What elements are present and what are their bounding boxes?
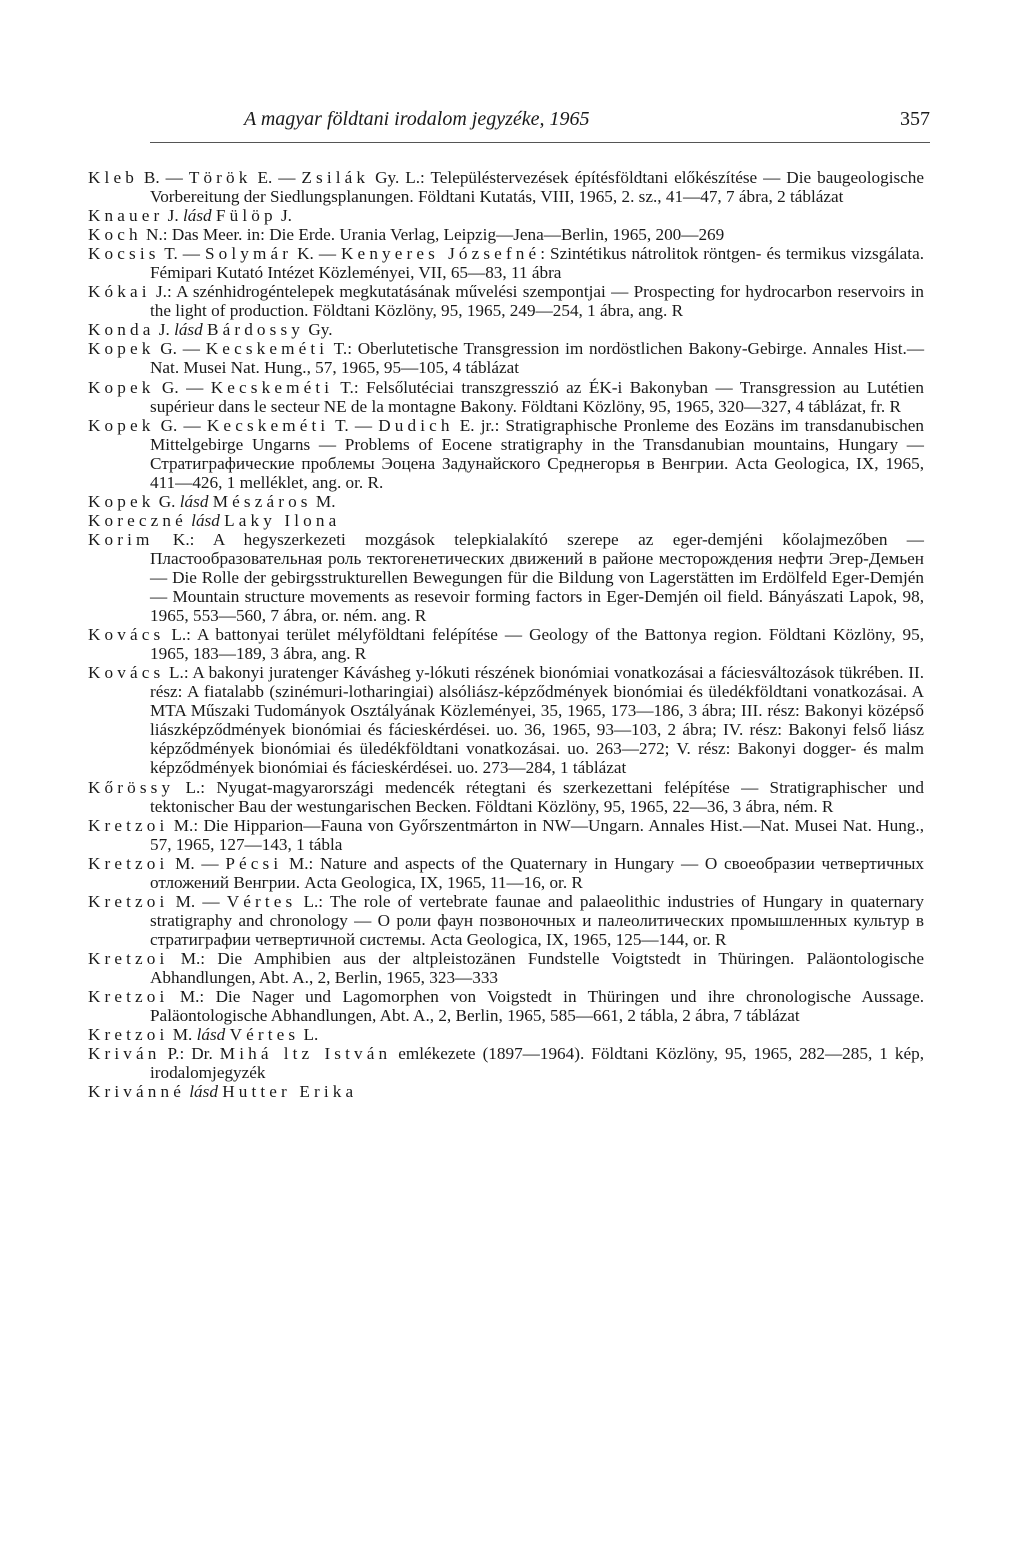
bibliography-entry [88,492,924,511]
author-name: Kőrössy [88,777,175,797]
entry-text: G. — [154,339,206,359]
entry-text: G. — [154,377,211,397]
entry-text: E. — [251,168,302,187]
cross-reference-word: lásd [182,206,212,226]
entry-text: T. — [159,244,205,264]
author-name: Fülöp [215,206,277,226]
entry-text: L. [299,1025,319,1045]
author-name: Kovács [88,625,165,645]
entry-text: K.: A hegyszerkezeti mozgások telepkialakító szerepe az eger-demjéni kőolajmezőben — Пластообразовательная роль тектогенетических движений в районе месторождения нефти Эгер-Демьен — Die Rolle der gebirgsstrukturellen Bewegungen für die Bildung von Lagerstätten im Erdölfeld Eger-Demjén — Mountain structure movements as resevoir forming factors in Eger-Demjén oil field. Bányászati Lapok, 98, 1965, 553—560, 7 ábra, or. ném. ang. R [150,529,924,626]
header-rule [150,142,930,143]
author-name: Koreczné [88,510,187,530]
author-name: Bárdossy [207,320,305,340]
author-name: Kókai [88,282,151,302]
author-name: Kecskeméti [206,415,330,435]
entry-text: J. [276,206,292,226]
bibliography-entry [88,949,924,987]
bibliography-entry [88,320,924,339]
bibliography-entry [88,511,924,530]
entry-text: T.: Oberlutetische Transgression im nordöstlichen Bakony-Gebirge. Annales Hist.—Nat. Musei Nat. Hung., 57, 1965, 95—105, 4 táblázat [150,339,925,378]
author-name: Kopek [88,491,155,511]
author-name: Kretzoi [88,891,169,911]
cross-reference-word: lásd [174,320,203,340]
author-name: Laky Ilona [224,510,341,530]
author-name: Solymár [204,244,293,264]
bibliography-entry [88,1082,924,1101]
author-name: Kopek [88,415,155,435]
bibliography-entry [88,816,924,854]
bibliography-entry [88,339,924,377]
author-name: Vértes [229,1025,300,1045]
author-name: Mészáros [212,491,312,511]
author-name: Hutter Erika [222,1082,358,1102]
bibliography-entry [88,378,924,416]
entry-text: J.: A szénhidrogéntelepek megkutatásának művelési szempontjai — Prospecting for hydrocarbon reservoirs in the light of production. Földtani Közlöny, 95, 1965, 249—254, 1 ábra, ang. R [150,282,924,321]
entry-text: E. jr.: Stratigraphische Pronleme des Eozäns im transdanubischen Mittelgebirge Ungarns — Problems of Eocene stratigraphy in the Transdanubian mountains, Hungary — Стратиграфические проблемы Эоцена Задунайского Среднегорья в Венгрии. Acta Geologica, IX, 1965, 411—426, 1 melléklet, ang. or. R. [150,415,924,492]
bibliography-entry [88,663,924,777]
bibliography-entry [88,892,924,949]
author-name: Kretzoi [88,948,169,968]
entry-text: J. [154,320,175,340]
entry-text: L.: The role of vertebrate faunae and palaeolithic industries of Hungary in quaternary stratigraphy and chronology — О роли фаун позвоночных и палеолитических промышленных культур в стратиграфии четвертичной системы. Acta Geologica, IX, 1965, 125—144, or. R [150,891,924,949]
entry-text: : Szintétikus nátrolitok röntgen- és termikus vizsgálata. Fémipari Kutató Intézet Közleményei, VII, 65—83, 11 ábra [150,244,924,283]
author-name: Kovács [88,663,165,683]
bibliography-entry [88,625,924,663]
author-name: Konda [88,320,155,340]
bibliography-entry [88,282,924,320]
bibliography-entry [88,225,924,244]
author-name: Kretzoi [88,987,169,1007]
entry-text: T.: Felsőlutéciai transzgresszió az ÉK-i Bakonyban — Transgression au Lutétien supérieur dans le secteur NE de la montagne Bakony. Földtani Közlöny, 95, 1965, 320—327, 4 táblázat, fr. R [150,377,924,416]
entry-text: M.: Die Amphibien aus der altpleistozänen Fundstelle Voigtstedt in Thüringen. Paläontologische Abhandlungen, Abt. A., 2, Berlin, 1965, 323—333 [150,948,924,987]
bibliography-entry [88,1025,924,1044]
cross-reference-word: lásd [179,491,209,511]
entry-text: emlékezete (1897—1964). Földtani Közlöny, 95, 1965, 282—285, 1 kép, irodalomjegyzék [150,1044,924,1083]
author-name: Kecskeméti [205,339,329,359]
entry-text: Gy. L.: Településtervezések építésföldtani előkészítése — Die baugeologische Vorbereitung der Siedlungsplanungen. Földtani Kutatás, VIII, 1965, 2. sz., 41—47, 7 ábra, 2 táblázat [150,168,925,207]
entry-text: M.: Nature and aspects of the Quaternary in Hungary — О своеобразии четвертичных отложений Венгрии. Acta Geologica, IX, 1965, 11—16, or. R [150,853,924,892]
author-name: Kopek [88,377,155,397]
entry-text: P.: Dr. [160,1044,220,1064]
author-name: Krivánné [88,1082,185,1102]
entry-text: L.: A bakonyi juratenger Kávásheg y-lókuti részének bionómiai vonatkozásai a fáciesváltozások tükrében. II. rész: A fiatalabb (szinémuri-lotharingiai) alsóliász-képződmények bionómiai és üledékföldtani vonatkozásai. A MTA Műszaki Tudományok Osztályának Közleményei, 35, 1965, 173—186, 3 ábra; III. rész: Bakonyi középső liászképződmények bionómiai és fácieskérdései. uo. 36, 1965, 93—103, 2 ábra; IV. rész: Bakonyi felső liász képződmények bionómiai és üledékföldtani vonatkozásai. uo. 263—272; V. rész: Bakonyi dogger- és malm képződmények bionómiai és fácieskérdései. uo. 273—284, 1 táblázat [150,663,924,778]
entry-text: G. [154,491,180,511]
entry-text: N.: Das Meer. in: Die Erde. Urania Verlag, Leipzig—Jena—Berlin, 1965, 200—269 [141,225,725,245]
author-name: Kopek [88,339,155,359]
cross-reference-word: lásd [196,1025,226,1045]
bibliography-list [88,168,924,1101]
author-name: Kretzoi [88,1025,169,1045]
author-name: Török [188,168,252,187]
bibliography-entry [88,416,924,492]
author-name: Mihá ltz István [219,1044,392,1064]
entry-text: M.: Die Nager und Lagomorphen von Voigstedt in Thüringen und ihre chronologische Aussage. Paläontologische Abhandlungen, Abt. A., 2, Berlin, 1965, 585—661, 2 tábla, 2 ábra, 7 táblázat [150,987,924,1026]
bibliography-entry [88,778,924,816]
running-title: A magyar földtani irodalom jegyzéke, 1965 [244,108,590,130]
bibliography-entry [88,1044,924,1082]
entry-text: L.: A battonyai terület mélyföldtani felépítése — Geology of the Battonya region. Földtani Közlöny, 95, 1965, 183—189, 3 ábra, ang. R [150,625,924,664]
bibliography-entry [88,987,924,1025]
bibliography-entry [88,530,924,625]
author-name: Zsilák [301,168,370,187]
author-name: Kocsis [88,244,160,264]
entry-text: T. — [329,415,379,435]
entry-text: L.: Nyugat-magyarországi medencék rétegtani és szerkezettani felépítése — Stratigraphischer und tektonischer Bau der westungarischen Becken. Földtani Közlöny, 95, 1965, 22—36, 3 ábra, ném. R [150,777,924,816]
entry-text: G. — [154,415,207,435]
entry-text: M. [168,1025,197,1045]
author-name: Vértes [226,891,297,911]
author-name: Dudich [378,415,454,435]
bibliography-entry [88,244,924,282]
bibliography-entry [88,168,924,206]
author-name: Kretzoi [88,815,169,835]
author-name: Koch [88,225,142,245]
author-name: Kriván [88,1044,161,1064]
author-name: Korim [88,529,154,549]
entry-text: M.: Die Hipparion—Fauna von Győrszentmárton in NW—Ungarn. Annales Hist.—Nat. Musei Nat. Hung., 57, 1965, 127—143, 1 tábla [150,815,924,854]
cross-reference-word: lásd [191,510,220,530]
entry-text: M. — [168,891,227,911]
cross-reference-word: lásd [189,1082,218,1102]
page-number: 357 [900,108,930,130]
author-name: Kleb [88,168,138,187]
entry-text: M. — [168,853,226,873]
author-name: Knauer [88,206,164,226]
bibliography-entry [88,854,924,892]
page-header [88,108,930,138]
entry-text: B. — [137,168,189,187]
bibliography-entry [88,206,924,225]
entry-text: M. [311,491,336,511]
author-name: Kretzoi [88,853,169,873]
author-name: Kenyeres Józsefné [341,244,541,264]
entry-text: Gy. [304,320,333,340]
author-name: Kecskeméti [210,377,334,397]
entry-text: K. — [292,244,342,264]
author-name: Pécsi [225,853,283,873]
entry-text: J. [163,206,183,226]
